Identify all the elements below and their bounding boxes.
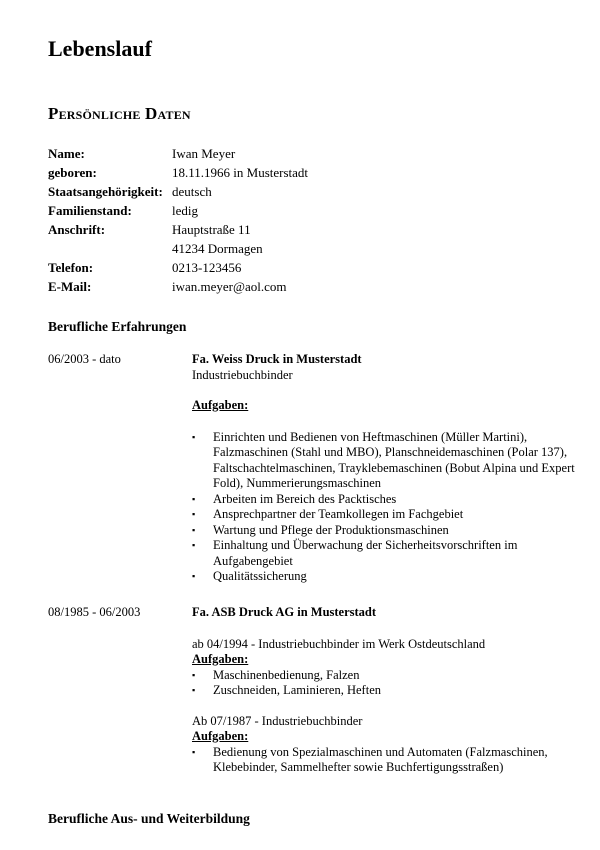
personal-row-email (48, 277, 308, 296)
document-title: Lebenslauf (48, 36, 152, 61)
task-item: ▪ Einrichten und Bedienen von Heftmaschinen (Müller Martini), Falzmaschinen (Stahl und MBO), Planschneidemaschinen (Polar 137), Faltschachtelmaschinen, Trayklebemaschinen (Bobut Alpina und Expert Fold), Nummerierungsmaschinen (192, 430, 592, 492)
personal-data-table (48, 144, 308, 296)
experience-heading: Berufliche Erfahrungen (48, 319, 187, 334)
task-item: ▪ Wartung und Pflege der Produktionsmaschinen (192, 523, 592, 539)
task-item: ▪ Ansprechpartner der Teamkollegen im Fachgebiet (192, 507, 592, 523)
personal-row-phone (48, 258, 308, 277)
spacer (192, 699, 592, 714)
personal-row-address (48, 220, 308, 239)
personal-row-birth (48, 163, 308, 182)
task-list (192, 668, 592, 699)
tasks-label: Aufgaben: (192, 398, 249, 412)
personal-row-marital-status (48, 201, 308, 220)
spacer (192, 621, 592, 637)
education-heading: Berufliche Aus- und Weiterbildung (48, 811, 250, 826)
tasks-label: Aufgaben: (192, 652, 249, 666)
task-item: ▪ Bedienung von Spezialmaschinen und Automaten (Falzmaschinen, Klebebinder, Sammelhefter sowie Buchfertigungsstraßen) (192, 745, 592, 776)
address-street-value: Hauptstraße 11 (172, 222, 251, 237)
task-item: ▪ Einhaltung und Überwachung der Sicherheitsvorschriften im Aufgabengebiet (192, 538, 592, 569)
tasks-label: Aufgaben: (192, 729, 249, 743)
nationality-label: Staatsangehörigkeit: (48, 184, 163, 199)
job-company: Fa. ASB Druck AG in Musterstadt (192, 605, 377, 619)
personal-row-address-city (48, 239, 308, 258)
phone-label: Telefon: (48, 260, 94, 275)
marital-status-label: Familienstand: (48, 203, 132, 218)
job-company: Fa. Weiss Druck in Musterstadt (192, 352, 362, 366)
nationality-value: deutsch (172, 184, 212, 199)
role-title: Ab 07/1987 - Industriebuchbinder (192, 713, 363, 728)
address-label: Anschrift: (48, 222, 106, 237)
spacer (192, 383, 592, 398)
job-position: Industriebuchbinder (192, 367, 293, 382)
name-label: Name: (48, 146, 85, 161)
email-value: iwan.meyer@aol.com (172, 279, 287, 294)
address-city-label (48, 239, 172, 258)
email-label: E-Mail: (48, 279, 92, 294)
personal-row-name (48, 144, 308, 163)
task-item: ▪ Arbeiten im Bereich des Packtisches (192, 492, 592, 508)
phone-value: 0213-123456 (172, 260, 242, 275)
birth-value: 18.11.1966 in Musterstadt (172, 165, 309, 180)
task-item: ▪ Qualitätssicherung (192, 569, 592, 585)
job-content (192, 605, 592, 776)
task-list (192, 745, 592, 776)
spacer (192, 414, 592, 430)
task-item: ▪ Maschinenbedienung, Falzen (192, 668, 592, 684)
address-city-value: 41234 Dormagen (172, 241, 263, 256)
task-item: ▪ Zuschneiden, Laminieren, Heften (192, 683, 592, 699)
task-list (192, 430, 592, 585)
job-period: 06/2003 - dato (48, 352, 121, 366)
marital-status-value: ledig (172, 203, 198, 218)
job-content (192, 352, 592, 585)
personal-row-nationality (48, 182, 308, 201)
personal-data-heading: Persönliche Daten (48, 104, 191, 123)
birth-label: geboren: (48, 165, 97, 180)
name-value: Iwan Meyer (172, 146, 236, 161)
role-title: ab 04/1994 - Industriebuchbinder im Werk Ostdeutschland (192, 636, 486, 651)
job-period: 08/1985 - 06/2003 (48, 605, 141, 619)
